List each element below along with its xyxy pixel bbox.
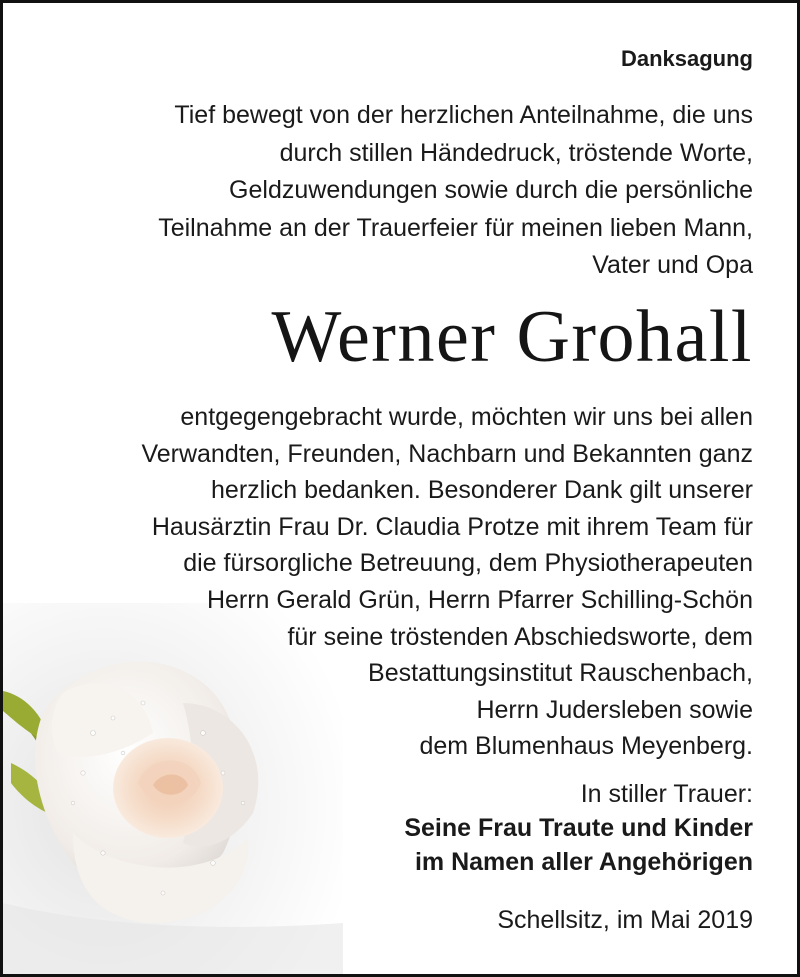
signoff-line: Seine Frau Traute und Kinder	[404, 814, 753, 842]
intro-line: durch stillen Händedruck, tröstende Worte,	[279, 138, 753, 167]
intro-line: Vater und Opa	[592, 251, 753, 280]
intro-paragraph	[158, 97, 753, 285]
body-line: dem Blumenhaus Meyenberg.	[419, 732, 753, 761]
place-date: Schellsitz, im Mai 2019	[497, 906, 753, 934]
deceased-name: Werner Grohall	[271, 296, 753, 378]
body-line: Verwandten, Freunden, Nachbarn und Bekannten ganz	[141, 439, 753, 468]
body-line: Herrn Judersleben sowie	[476, 695, 753, 724]
intro-line: Teilnahme an der Trauerfeier für meinen lieben Mann,	[158, 213, 753, 242]
body-line: Bestattungsinstitut Rauschenbach,	[368, 659, 753, 688]
intro-line: Tief bewegt von der herzlichen Anteilnahme, die uns	[174, 101, 753, 129]
body-line: Herrn Gerald Grün, Herrn Pfarrer Schilling-Schön	[206, 585, 753, 614]
signoff	[404, 812, 753, 879]
body-line: Hausärztin Frau Dr. Claudia Protze mit ihrem Team für	[151, 512, 753, 541]
body-line: für seine tröstenden Abschiedsworte, dem	[287, 622, 753, 651]
body-line: herzlich bedanken. Besonderer Dank gilt unserer	[211, 476, 753, 505]
intro-line: Geldzuwendungen sowie durch die persönliche	[229, 176, 753, 205]
mourning-line: In stiller Trauer:	[580, 780, 753, 808]
notice-heading: Danksagung	[620, 46, 753, 71]
thanks-paragraph	[141, 399, 753, 765]
body-line: die fürsorgliche Betreuung, dem Physiotherapeuten	[183, 549, 753, 578]
body-line: entgegengebracht wurde, möchten wir uns bei allen	[180, 403, 753, 431]
signoff-line: im Namen aller Angehörigen	[414, 847, 753, 876]
